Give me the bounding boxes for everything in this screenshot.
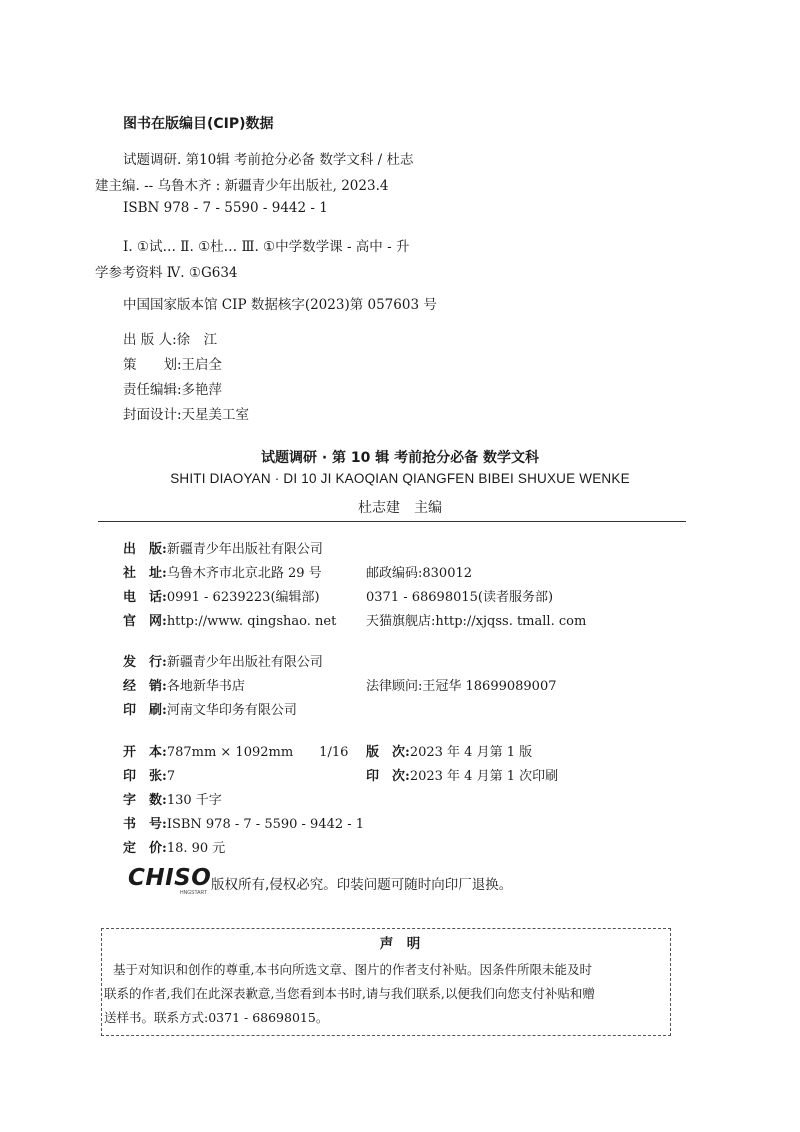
rights-statement: 版权所有,侵权必究。印装问题可随时向印厂退换。 <box>211 877 513 893</box>
info-words-value: 130 千字 <box>166 793 222 808</box>
notice-line-2: 联系的作者,我们在此深表歉意,当您看到本书时,请与我们联系,以便我们向您支付补贴和赠 <box>104 986 595 1001</box>
cip-publisher-line: 建主编. -- 乌鲁木齐 : 新疆青少年出版社, 2023.4 <box>95 178 389 194</box>
info-edition <box>366 741 532 760</box>
notice-line-1: 基于对知识和创作的尊重,本书向所选文章、图片的作者支付补贴。因条件所限未能及时 <box>113 962 592 977</box>
cip-class-line: 学参考资料 Ⅳ. ①G634 <box>95 265 238 281</box>
info-format-label: 开 本: <box>123 745 167 760</box>
chiso-logo-subtext: HNGSTART <box>180 890 208 896</box>
info-print <box>123 699 297 718</box>
cip-heading: 图书在版编目(CIP)数据 <box>123 116 274 132</box>
info-distribute-label: 发 行: <box>123 655 167 670</box>
chiso-logo: CHISO <box>128 865 212 891</box>
book-title-chinese: 试题调研 · 第 10 辑 考前抢分必备 数学文科 <box>260 450 540 466</box>
info-isbn-label: 书 号: <box>123 817 167 832</box>
info-website <box>123 610 336 629</box>
info-price-label: 定 价: <box>123 841 167 856</box>
info-sheets <box>123 765 175 784</box>
info-publish-value: 新疆青少年出版社有限公司 <box>166 542 323 557</box>
info-sales <box>123 675 245 694</box>
credit-cover-design: 封面设计:天星美工室 <box>123 407 250 423</box>
info-price <box>123 837 225 856</box>
info-phone <box>123 586 320 605</box>
info-sales-label: 经 销: <box>123 679 167 694</box>
info-words-label: 字 数: <box>123 793 167 808</box>
info-print-label: 印 刷: <box>123 703 167 718</box>
notice-line-3: 送样书。联系方式:0371 - 68698015。 <box>104 1010 329 1025</box>
info-address <box>123 562 322 581</box>
info-words <box>123 789 222 808</box>
info-website-label: 官 网: <box>123 614 167 629</box>
info-distribute <box>123 651 323 670</box>
info-tmall: 天猫旗舰店:http://xjqss. tmall. com <box>366 614 587 629</box>
book-editor: 杜志建 主编 <box>358 500 442 516</box>
info-sheets-label: 印 张: <box>123 769 167 784</box>
info-address-label: 社 址: <box>123 566 167 581</box>
info-impression-value: 2023 年 4 月第 1 次印刷 <box>409 769 559 784</box>
info-sheets-value: 7 <box>166 769 176 784</box>
cip-title-line: 试题调研. 第10辑 考前抢分必备 数学文科 / 杜志 <box>123 152 414 168</box>
info-edition-label: 版 次: <box>366 745 410 760</box>
title-divider <box>98 521 686 522</box>
info-sales-value: 各地新华书店 <box>166 679 245 694</box>
info-publish <box>123 538 323 557</box>
credit-publisher: 出 版 人:徐 江 <box>123 332 218 348</box>
info-format-value: 787mm × 1092mm 1/16 <box>166 745 349 760</box>
info-format <box>123 741 348 760</box>
info-distribute-value: 新疆青少年出版社有限公司 <box>166 655 323 670</box>
info-phone-label: 电 话: <box>123 590 167 605</box>
info-postcode: 邮政编码:830012 <box>366 566 473 581</box>
info-print-value: 河南文华印务有限公司 <box>166 703 297 718</box>
info-isbn-value: ISBN 978 - 7 - 5590 - 9442 - 1 <box>166 817 365 832</box>
info-impression-label: 印 次: <box>366 769 410 784</box>
info-address-value: 乌鲁木齐市北京北路 29 号 <box>166 566 322 581</box>
info-website-value: http://www. qingshao. net <box>166 614 337 629</box>
notice-title: 声 明 <box>379 936 421 952</box>
cip-subject-line: Ⅰ. ①试… Ⅱ. ①杜… Ⅲ. ①中学数学课 - 高中 - 升 <box>123 239 410 255</box>
info-price-value: 18. 90 元 <box>166 841 226 856</box>
info-phone-value: 0991 - 6239223(编辑部) <box>166 590 320 605</box>
info-impression <box>366 765 558 784</box>
credit-planner: 策 划:王启全 <box>123 357 223 373</box>
info-edition-value: 2023 年 4 月第 1 版 <box>409 745 533 760</box>
info-publish-label: 出 版: <box>123 542 167 557</box>
info-reader-phone: 0371 - 68698015(读者服务部) <box>366 590 554 605</box>
info-isbn <box>123 813 364 832</box>
book-title-pinyin: SHITI DIAOYAN · DI 10 JI KAOQIAN QIANGFEN BIBEI SHUXUE WENKE <box>170 471 630 486</box>
cip-isbn-line: ISBN 978 - 7 - 5590 - 9442 - 1 <box>123 200 328 216</box>
cip-check-number: 中国国家版本馆 CIP 数据核字(2023)第 057603 号 <box>123 297 437 313</box>
info-legal: 法律顾问:王冠华 18699089007 <box>366 679 557 694</box>
credit-editor: 责任编辑:多艳萍 <box>123 382 223 398</box>
